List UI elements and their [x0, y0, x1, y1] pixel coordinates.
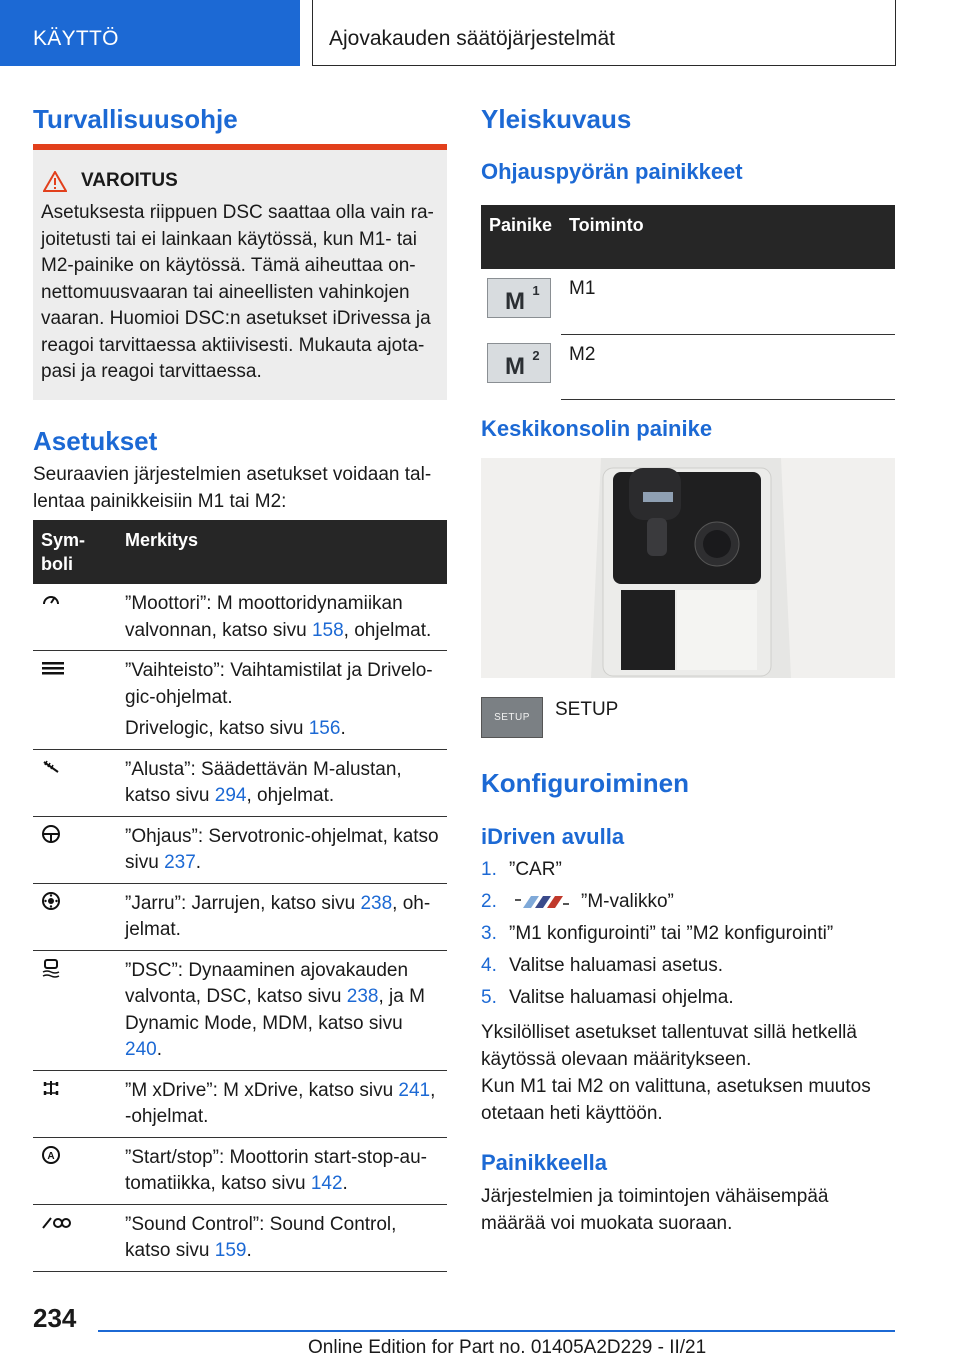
page-link[interactable]: 237: [164, 852, 196, 873]
steering-buttons-title: Ohjauspyörän painikkeet: [481, 159, 743, 184]
buttons-table: [481, 205, 895, 400]
row-text: ”Alusta”: Säädettävän M-alustan, katso sivu 294, ohjelmat.: [117, 749, 447, 816]
section-label: KÄYTTÖ: [33, 27, 119, 50]
list-item: 4. Valitse haluamasi asetus.: [481, 955, 724, 976]
safety-title: Turvallisuusohje: [33, 104, 238, 134]
button-section-text: Järjestelmien ja toimintojen vähäisempää määrää voi muokata suoraan.: [481, 1186, 829, 1234]
page-link[interactable]: 158: [311, 619, 344, 641]
m2-button-icon: [487, 343, 551, 383]
warning-text: Asetuksesta riippuen DSC saattaa olla vain rajoitetusti tai ei lainkaan käytössä, kun M1- tai M2-painike on käytössä. Tämä aiheuttaa onnettomuusvaaran tai aineellisten vahinkojen vaaran. Huomioi DSC:n asetukset iDrivessa ja reagoi tarvittaessa aktiivisesti. Mukauta ajotapasi ja reagoi tarvittaessa.: [41, 202, 434, 382]
page-number: 234: [33, 1303, 77, 1333]
page-link[interactable]: 142: [310, 1173, 343, 1194]
chapter-label: Ajovakauden säätöjärjestelmät: [329, 27, 616, 50]
warning-header: [41, 170, 439, 192]
svg-text:M: M: [505, 352, 525, 380]
row-text: ”M xDrive”: M xDrive, katso sivu 241, ‑ohjelmat.: [117, 1070, 447, 1137]
xdrive-icon: [33, 1070, 117, 1137]
page-link[interactable]: 238: [346, 986, 379, 1007]
column-header-button: Painike: [481, 205, 561, 269]
warning-box: [33, 144, 447, 400]
m2-label: M2: [561, 335, 895, 400]
table-row: [33, 816, 447, 883]
svg-text:1: 1: [532, 283, 540, 298]
page-link[interactable]: 294: [214, 785, 247, 806]
table-row: [33, 749, 447, 816]
list-item: 1. ”CAR”: [481, 859, 562, 880]
page-link[interactable]: 238: [360, 892, 393, 914]
m1-button-image: [481, 269, 561, 335]
page-link[interactable]: 159: [214, 1240, 247, 1261]
step-list: [481, 854, 895, 1014]
engine-gauge-icon: [33, 584, 117, 651]
column-header-meaning: Merkitys: [117, 520, 447, 584]
idrive-title: iDriven avulla: [481, 824, 625, 849]
svg-text:2: 2: [532, 347, 540, 363]
page-link[interactable]: 241: [398, 1079, 431, 1101]
row-text: ”DSC”: Dynaaminen ajovakauden valvonta, DSC, katso sivu 238, ja M Dynamic Mode, MDM, katso sivu 240.: [117, 950, 447, 1070]
page-link[interactable]: 156: [308, 718, 341, 739]
setup-label: SETUP: [555, 699, 619, 720]
svg-text:M: M: [505, 288, 525, 315]
table-row: [33, 584, 447, 651]
settings-intro: Seuraavien järjestelmien asetukset voidaan tallentaa painikkeisiin M1 tai M2:: [33, 464, 432, 512]
table-row: [481, 335, 895, 400]
transmission-icon: [33, 651, 117, 750]
column-header-function: Toiminto: [561, 205, 895, 269]
note-immediate-change: Kun M1 tai M2 on valittuna, asetuksen muutos otetaan heti käyttöön.: [481, 1076, 871, 1124]
table-row: [481, 269, 895, 335]
note-individual-settings: Yksilölliset asetukset tallentuvat sillä hetkellä käytössä olevaan määritykseen.: [481, 1022, 857, 1070]
table-row: [33, 1137, 447, 1204]
section-tab: [0, 0, 300, 66]
m-stripes-icon: [513, 892, 571, 912]
row-text: ”Ohjaus”: Servotronic-ohjelmat, katso sivu 237.: [117, 816, 447, 883]
row-text: ”Jarru”: Jarrujen, katso sivu 238, ohjelmat.: [117, 883, 447, 950]
button-section-title: Painikkeella: [481, 1150, 607, 1175]
list-item: 3. ”M1 konfigurointi” tai ”M2 konfigurointi”: [481, 923, 834, 944]
table-row: [33, 651, 447, 750]
row-text: ”Start/stop”: Moottorin start-stop-automatiikka, katso sivu 142.: [117, 1137, 447, 1204]
table-row: [33, 950, 447, 1070]
steering-wheel-icon: [33, 816, 117, 883]
footer-divider: [98, 1330, 895, 1332]
dsc-icon: [33, 950, 117, 1070]
suspension-icon: [33, 749, 117, 816]
m2-button-image: [481, 335, 561, 400]
column-header-symbol: Symboli: [33, 520, 117, 584]
start-stop-icon: [33, 1137, 117, 1204]
page-link[interactable]: 240: [125, 1039, 157, 1060]
m1-label: M1: [561, 269, 895, 335]
table-header-row: [33, 520, 447, 584]
list-item: 5. Valitse haluamasi ohjelma.: [481, 987, 734, 1008]
edition-note: Online Edition for Part no. 01405A2D229 - II/21: [308, 1337, 707, 1358]
settings-title: Asetukset: [33, 426, 158, 456]
settings-table: [33, 520, 447, 1272]
chapter-tab: [312, 0, 896, 66]
table-row: [33, 1070, 447, 1137]
sound-control-icon: [33, 1204, 117, 1271]
warning-triangle-icon: [43, 171, 67, 192]
m1-button-icon: [487, 278, 551, 318]
svg-text:A: A: [47, 1150, 55, 1162]
setup-button-image: SETUP: [481, 697, 543, 738]
brake-icon: [33, 883, 117, 950]
list-item: 2. ”M-valikko”: [481, 891, 674, 912]
console-button-title: Keskikonsolin painike: [481, 416, 713, 441]
table-row: [33, 883, 447, 950]
table-header-row: [481, 205, 895, 269]
warning-title: VAROITUS: [81, 170, 178, 191]
setup-row: [481, 697, 895, 738]
center-console-image: [481, 458, 895, 678]
table-row: [33, 1204, 447, 1271]
configuration-title: Konfiguroiminen: [481, 768, 689, 798]
overview-title: Yleiskuvaus: [481, 104, 632, 134]
row-text: ”Moottori”: M moottoridynamiikan valvonnan, katso sivu 158, ohjelmat.: [117, 584, 447, 651]
row-text: ”Vaihteisto”: Vaihtamistilat ja Drivelogic-ohjelmat. Drivelogic, katso sivu 156.: [117, 651, 447, 750]
row-text: ”Sound Control”: Sound Control, katso sivu 159.: [117, 1204, 447, 1271]
